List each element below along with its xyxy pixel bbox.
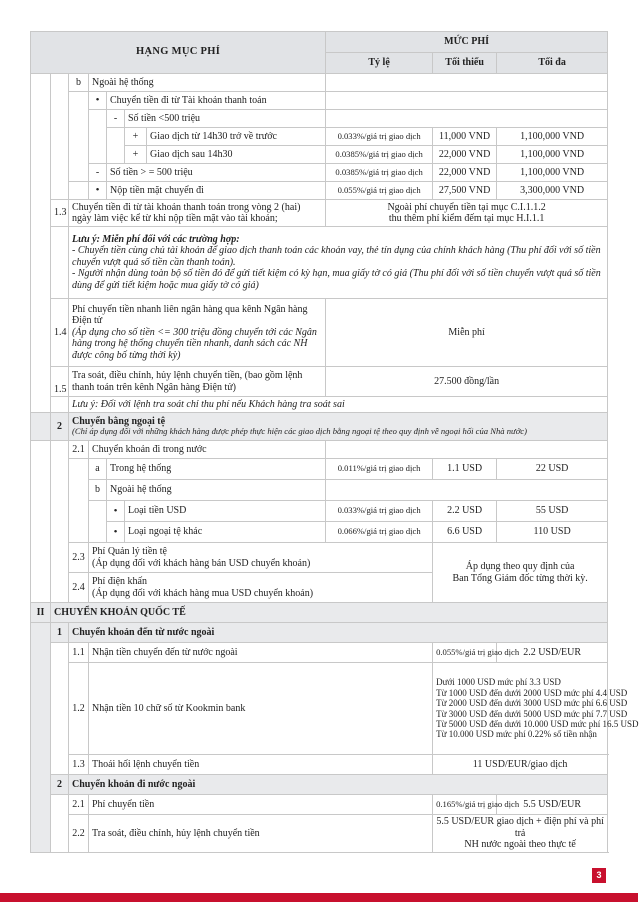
row-label: Giao dịch từ 14h30 trở về trước (147, 128, 326, 146)
fee-line: Ngoài phí chuyển tiền tại mục C.I.1.1.2 (387, 201, 546, 213)
header-min: Tối thiểu (433, 53, 497, 74)
bullet-icon (107, 501, 125, 522)
section-number: 2 (51, 775, 69, 795)
section-note: (Chỉ áp dụng đối với những khách hàng được phép thực hiện các giao dịch bằng ngoại tệ theo quy định về ngoại hối của Nhà nước) (72, 426, 527, 437)
note-title: Lưu ý: Miễn phí đối với các trường hợp: (72, 233, 240, 245)
row-label-cell (89, 573, 433, 603)
section-title: CHUYỂN KHOẢN QUỐC TẾ (51, 603, 608, 623)
min-cell: 5.5 USD/EUR (497, 795, 608, 815)
bullet-icon (89, 92, 107, 110)
row-label: Loại ngoại tệ khác (125, 522, 326, 543)
row-number: 1.1 (69, 643, 89, 663)
fee-cell (433, 543, 608, 603)
tier-item: Dưới 1000 USD mức phí 3.3 USD (436, 677, 561, 688)
fee-table (30, 31, 639, 853)
max-cell: 55 USD (497, 501, 608, 522)
tier-item: Từ 1000 USD đến dưới 2000 USD mức phí 4.4 USD (436, 687, 628, 698)
max-cell: 3,300,000 VND (497, 182, 608, 200)
footer-accent-bar (0, 893, 638, 902)
rate-cell: 0.033%/giá trị giao dịch (326, 501, 433, 522)
row-label: Chuyển tiền đi từ tài khoản thanh toán trong vòng 2 (hai) ngày làm việc kể từ khi nộp tiền mặt vào tài khoản; (69, 200, 326, 227)
tier-list (433, 663, 639, 755)
row-note: (Áp dụng cho số tiền <= 300 triệu đồng chuyển tới các Ngân hàng trong hệ thống chuyển tiền nhanh, danh sách các NH được công bố từng thời kỳ) (72, 326, 317, 361)
note-line: - Người nhận dùng toàn bộ số tiền đó để gửi tiết kiệm có kỳ hạn, mua giấy tờ có giá (Thu phí đối với số tiền chuyển vượt quá số tiền dùng để gửi tiết kiệm hoặc mua giấy tờ có giá) (72, 268, 601, 291)
fee-line: Áp dụng theo quy định của (465, 561, 575, 572)
fee-cell: Miễn phí (326, 299, 608, 367)
row-label: Loại tiền USD (125, 501, 326, 522)
row-number: 2.1 (69, 795, 89, 815)
row-label: Nộp tiền mặt chuyển đi (107, 182, 326, 200)
max-cell: 1,100,000 VND (497, 146, 608, 164)
row-label: Phí chuyển tiền nhanh liên ngân hàng qua kênh Ngân hàng Điện tử (72, 303, 308, 327)
rate-cell: 0.0385%/giá trị giao dịch (326, 146, 433, 164)
max-cell: 110 USD (497, 522, 608, 543)
note-free-cases (69, 227, 608, 299)
max-cell: 1,100,000 VND (497, 128, 608, 146)
row-number: 2.4 (69, 573, 89, 603)
section-title: Chuyển khoản đi nước ngoài (69, 775, 608, 795)
tier-item: Từ 5000 USD đến dưới 10.000 USD mức phí 16.5 USD (436, 718, 639, 729)
min-cell: 6.6 USD (433, 522, 497, 543)
rate-cell: 0.066%/giá trị giao dịch (326, 522, 433, 543)
max-cell: 1,100,000 VND (497, 164, 608, 182)
min-cell: 1.1 USD (433, 459, 497, 480)
min-cell: 11,000 VND (433, 128, 497, 146)
row-number: 1.4 (51, 299, 69, 367)
max-cell: 22 USD (497, 459, 608, 480)
tier-item: Từ 10.000 USD mức phí 0.22% số tiền nhận (436, 729, 597, 740)
row-label: Phí điện khấn (92, 576, 147, 587)
row-label: Ngoài hệ thống (89, 74, 326, 92)
section-number: II (31, 603, 51, 623)
section-number: 2 (51, 413, 69, 441)
row-number: 1.3 (51, 200, 69, 227)
note-line: Lưu ý: Đối với lệnh tra soát chỉ thu phí nếu Khách hàng tra soát sai (69, 397, 608, 413)
fee-cell (326, 200, 608, 227)
rate-cell: 0.055%/giá trị giao dịch (326, 182, 433, 200)
min-cell: 27,500 VND (433, 182, 497, 200)
header-fee-level: MỨC PHÍ (326, 32, 608, 53)
row-mark: a (89, 459, 107, 480)
note-line: - Chuyển tiền cùng chủ tài khoản để giao dịch thanh toán các khoản vay, thẻ tín dụng của chính khách hàng (Thu phí đối với số tiền chuyển vượt quá số tiền cần thanh toán). (72, 245, 601, 268)
section-cell (69, 413, 608, 441)
tier-item: Từ 3000 USD đến dưới 5000 USD mức phí 7.7 USD (436, 708, 628, 719)
fee-table-page (30, 31, 639, 853)
min-cell: 2.2 USD/EUR (497, 643, 608, 663)
tier-item: Từ 2000 USD đến dưới 3000 USD mức phí 6.6 USD (436, 698, 628, 709)
row-note: (Áp dụng đối với khách hàng bán USD chuyển khoản) (92, 557, 311, 569)
bullet-icon (107, 522, 125, 543)
row-label: Tra soát, điều chỉnh, hủy lệnh chuyển tiền (89, 815, 433, 853)
min-cell: 2.2 USD (433, 501, 497, 522)
row-label-cell (89, 543, 433, 573)
header-category: HẠNG MỤC PHÍ (31, 32, 326, 74)
row-label: Tra soát, điều chỉnh, hủy lệnh chuyển tiền, (bao gồm lệnh thanh toán trên kênh Ngân hàng Điện tử) (69, 367, 326, 397)
row-mark: + (125, 128, 147, 146)
row-label-cell (69, 299, 326, 367)
fee-line: 5.5 USD/EUR giao dịch + điện phí và phí trả (436, 816, 604, 839)
row-mark: b (69, 74, 89, 92)
row-label: Số tiền > = 500 triệu (107, 164, 326, 182)
row-label: Chuyển khoản đi trong nước (89, 441, 326, 459)
section-number: 1 (51, 623, 69, 643)
page-number: 3 (592, 868, 606, 883)
row-label: Phí Quản lý tiền tệ (92, 546, 167, 557)
row-label: Thoái hối lệnh chuyển tiền (89, 755, 433, 775)
header-max: Tối đa (497, 53, 608, 74)
row-label: Số tiền <500 triệu (125, 110, 326, 128)
row-number: 2.1 (69, 441, 89, 459)
fee-line: NH nước ngoài theo thực tế (464, 839, 576, 850)
row-number: 2.2 (69, 815, 89, 853)
rate-cell: 0.055%/giá trị giao dịch (433, 643, 497, 663)
row-number: 1.5 (51, 367, 69, 397)
row-mark: b (89, 480, 107, 501)
rate-cell: 0.0385%/giá trị giao dịch (326, 164, 433, 182)
fee-line: Ban Tổng Giám đốc từng thời kỳ. (452, 572, 588, 584)
row-label: Phí chuyển tiền (89, 795, 433, 815)
row-mark: - (89, 164, 107, 182)
row-mark: + (125, 146, 147, 164)
section-title: Chuyển bằng ngoại tệ (72, 415, 166, 427)
row-label: Chuyển tiền đi từ Tài khoản thanh toán (107, 92, 326, 110)
bullet-icon (89, 182, 107, 200)
min-cell: 22,000 VND (433, 164, 497, 182)
row-number: 1.3 (69, 755, 89, 775)
rate-cell: 0.011%/giá trị giao dịch (326, 459, 433, 480)
row-label: Giao dịch sau 14h30 (147, 146, 326, 164)
fee-cell: 11 USD/EUR/giao dịch (433, 755, 608, 775)
row-label: Nhận tiền chuyển đến từ nước ngoài (89, 643, 433, 663)
row-label: Nhận tiền 10 chữ số từ Kookmin bank (89, 663, 433, 755)
header-rate: Tỷ lệ (326, 53, 433, 74)
rate-cell: 0.165%/giá trị giao dịch (433, 795, 497, 815)
row-label: Trong hệ thống (107, 459, 326, 480)
fee-cell: 27.500 đồng/lần (326, 367, 608, 397)
row-mark: - (107, 110, 125, 128)
row-number: 2.3 (69, 543, 89, 573)
fee-cell (433, 815, 608, 853)
row-label: Ngoài hệ thống (107, 480, 326, 501)
section-title: Chuyển khoản đến từ nước ngoài (69, 623, 608, 643)
row-number: 1.2 (69, 663, 89, 755)
fee-line: thu thêm phí kiểm đếm tại mục H.I.1.1 (388, 213, 545, 224)
min-cell: 22,000 VND (433, 146, 497, 164)
rate-cell: 0.033%/giá trị giao dịch (326, 128, 433, 146)
row-note: (Áp dụng đối với khách hàng mua USD chuyển khoản) (92, 587, 314, 599)
